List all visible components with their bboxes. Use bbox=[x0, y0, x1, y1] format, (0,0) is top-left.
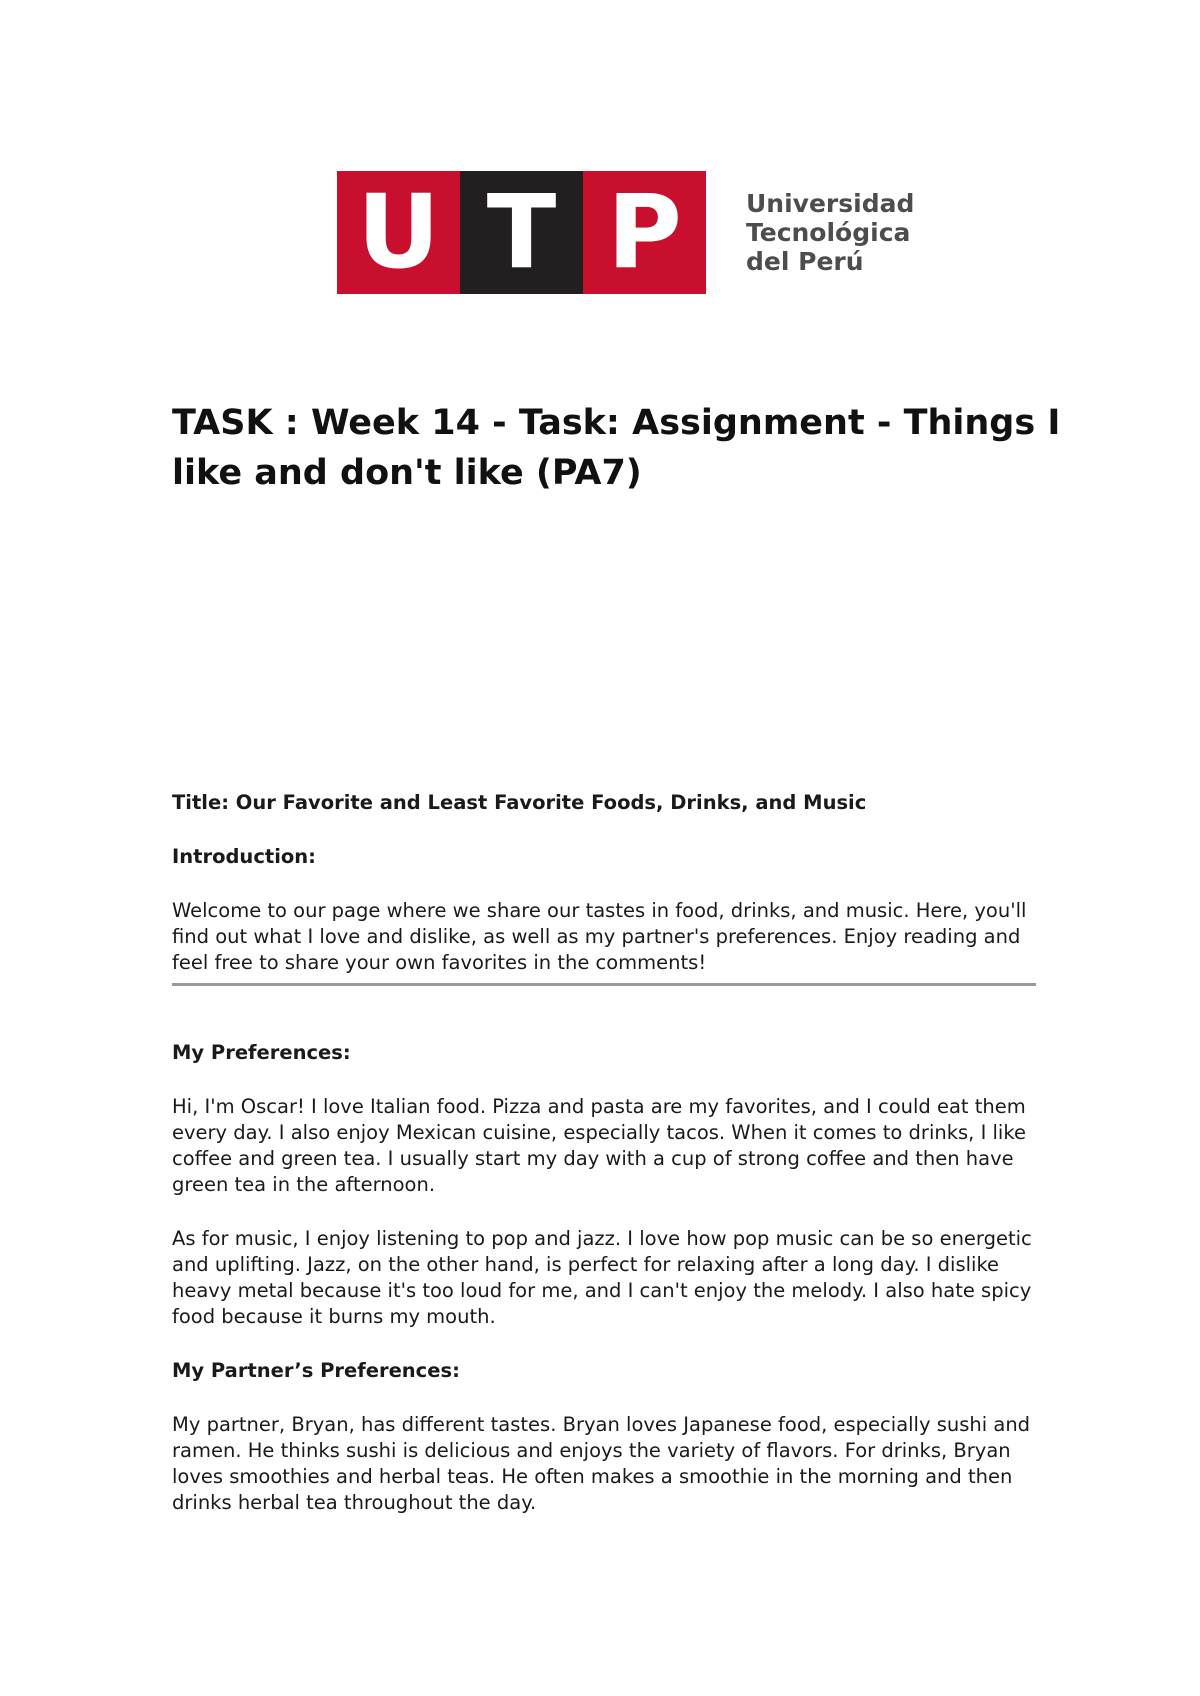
my-preferences-paragraph-2: As for music, I enjoy listening to pop and jazz. I love how pop music can be so energetic and uplifting. Jazz, on the other hand, is perfect for relaxing after a long day. I dislike heavy metal because it's too loud for me, and I can't enjoy the melody. I also hate spicy food because it burns my mouth. bbox=[172, 1227, 1032, 1328]
section-divider bbox=[172, 983, 1036, 986]
my-preferences-paragraph-1: Hi, I'm Oscar! I love Italian food. Pizza and pasta are my favorites, and I could eat them every day. I also enjoy Mexican cuisine, especially tacos. When it comes to drinks, I like coffee and green tea. I usually start my day with a cup of strong coffee and then have green tea in the afternoon. bbox=[172, 1095, 1026, 1196]
logo-text-line-3: del Perú bbox=[746, 247, 864, 276]
utp-logo bbox=[337, 171, 914, 294]
logo-letter-p: P bbox=[583, 171, 706, 294]
logo-wordmark bbox=[746, 189, 914, 276]
introduction-heading: Introduction: bbox=[172, 845, 316, 868]
logo-letter-t: T bbox=[460, 171, 583, 294]
partner-preferences-paragraph-1: My partner, Bryan, has different tastes. Bryan loves Japanese food, especially sushi and ramen. He thinks sushi is delicious and enjoys the variety of flavors. For drinks, Bryan loves smoothies and herbal teas. He often makes a smoothie in the morning and then drinks herbal tea throughout the day. bbox=[172, 1413, 1031, 1514]
logo-text-line-2: Tecnológica bbox=[746, 218, 911, 247]
introduction-text: Welcome to our page where we share our tastes in food, drinks, and music. Here, you'll find out what I love and dislike, as well as my partner's preferences. Enjoy reading and feel free to share your own favorites in the comments! bbox=[172, 899, 1027, 974]
task-title: TASK : Week 14 - Task: Assignment - Things I like and don't like (PA7) bbox=[172, 403, 1061, 493]
my-preferences-heading: My Preferences: bbox=[172, 1041, 351, 1064]
logo-text-line-1: Universidad bbox=[746, 189, 915, 218]
document-body bbox=[172, 790, 1042, 1516]
partner-preferences-heading: My Partner’s Preferences: bbox=[172, 1359, 460, 1382]
logo-letter-u: U bbox=[337, 171, 460, 294]
document-title: Title: Our Favorite and Least Favorite Foods, Drinks, and Music bbox=[172, 791, 867, 814]
